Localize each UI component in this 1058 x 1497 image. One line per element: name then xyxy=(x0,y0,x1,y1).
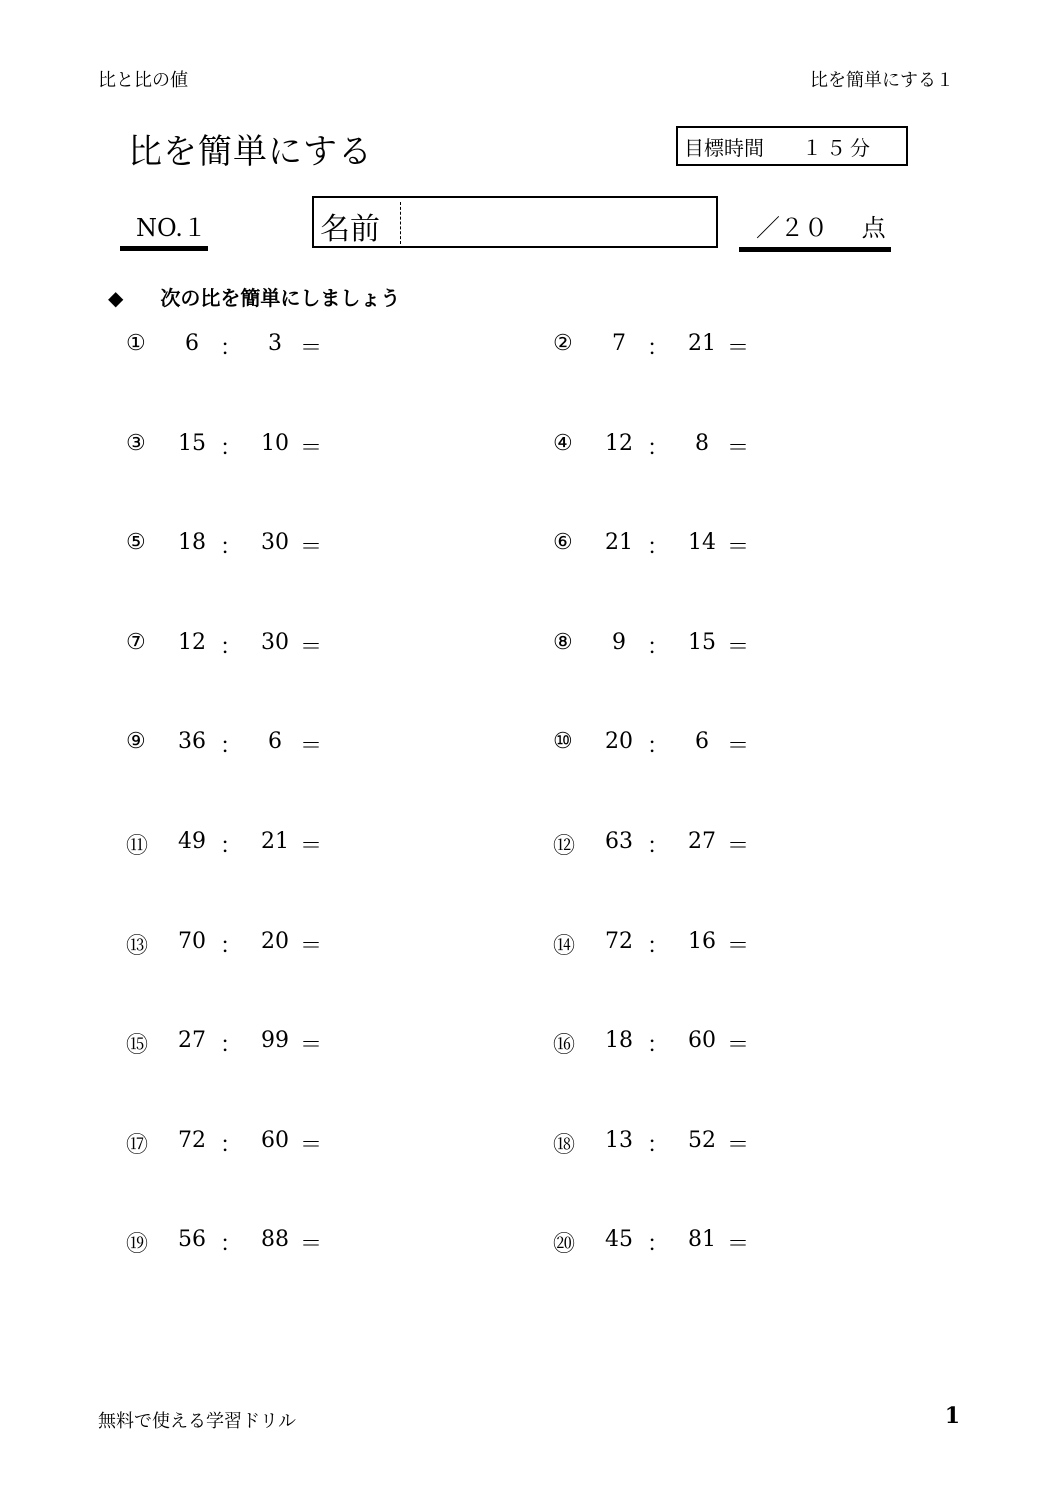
ratio-colon: ： xyxy=(647,1033,670,1059)
ratio-left-term: 49 xyxy=(178,829,206,854)
ratio-right-term: 60 xyxy=(688,1028,716,1054)
ratio-left-term: 70 xyxy=(178,928,206,954)
equals-sign: ＝ xyxy=(300,834,323,859)
header-category: 比と比の値 xyxy=(98,70,188,91)
ratio-right-term: 81 xyxy=(688,1227,716,1253)
ratio-right-term: 3 xyxy=(268,331,282,356)
ratio-left-term: 72 xyxy=(605,928,633,954)
ratio-left-term: 7 xyxy=(612,331,626,356)
ratio-right-term: 88 xyxy=(261,1227,289,1253)
ratio-right-term: 60 xyxy=(261,1127,289,1153)
problem-number: ⑳ xyxy=(553,1232,576,1258)
problem-number: ⑯ xyxy=(553,1033,576,1059)
instruction-text: 次の比を簡単にしましょう xyxy=(160,286,401,310)
ratio-colon: ： xyxy=(220,1232,243,1258)
ratio-left-term: 9 xyxy=(612,629,626,655)
ratio-colon: ： xyxy=(220,834,243,859)
ratio-right-term: 30 xyxy=(261,629,289,655)
sheet-number: NO.１ xyxy=(136,214,207,242)
equals-sign: ＝ xyxy=(727,634,750,660)
ratio-right-term: 99 xyxy=(261,1028,289,1054)
ratio-colon: ： xyxy=(647,1132,670,1158)
ratio-left-term: 12 xyxy=(605,430,633,456)
ratio-colon: ： xyxy=(220,1132,243,1158)
ratio-right-term: 30 xyxy=(261,530,289,556)
equals-sign: ＝ xyxy=(300,1132,323,1158)
page-title: 比を簡単にする xyxy=(128,132,373,172)
ratio-left-term: 18 xyxy=(178,530,206,556)
ratio-left-term: 56 xyxy=(178,1227,206,1253)
instruction xyxy=(108,282,400,311)
equals-sign: ＝ xyxy=(300,535,323,561)
ratio-colon: ： xyxy=(647,336,670,361)
score-total: ／２０ xyxy=(756,214,828,242)
ratio-left-term: 63 xyxy=(605,829,633,854)
footer-site-name: 無料で使える学習ドリル xyxy=(98,1411,296,1432)
equals-sign: ＝ xyxy=(300,734,323,760)
ratio-colon: ： xyxy=(220,435,243,461)
equals-sign: ＝ xyxy=(727,535,750,561)
equals-sign: ＝ xyxy=(727,1033,750,1059)
ratio-right-term: 52 xyxy=(688,1127,716,1153)
ratio-colon: ： xyxy=(220,933,243,959)
ratio-left-term: 6 xyxy=(185,331,199,356)
ratio-left-term: 36 xyxy=(178,729,206,755)
ratio-colon: ： xyxy=(220,634,243,660)
problem-number: ⑥ xyxy=(553,530,573,556)
ratio-colon: ： xyxy=(220,535,243,561)
problem-number: ⑱ xyxy=(553,1132,576,1158)
name-separator xyxy=(400,202,401,244)
ratio-right-term: 14 xyxy=(688,530,716,556)
equals-sign: ＝ xyxy=(300,933,323,959)
score-unit: 点 xyxy=(861,214,886,242)
equals-sign: ＝ xyxy=(300,634,323,660)
ratio-colon: ： xyxy=(220,336,243,361)
ratio-left-term: 21 xyxy=(605,530,633,556)
name-label: 名前 xyxy=(320,212,380,247)
ratio-left-term: 12 xyxy=(178,629,206,655)
equals-sign: ＝ xyxy=(300,435,323,461)
problem-number: ⑫ xyxy=(553,834,576,859)
problem-number: ② xyxy=(553,331,573,356)
problem-number: ⑩ xyxy=(553,729,573,755)
ratio-right-term: 20 xyxy=(261,928,289,954)
equals-sign: ＝ xyxy=(727,1232,750,1258)
ratio-left-term: 18 xyxy=(605,1028,633,1054)
ratio-left-term: 20 xyxy=(605,729,633,755)
equals-sign: ＝ xyxy=(727,435,750,461)
ratio-colon: ： xyxy=(220,1033,243,1059)
problem-number: ③ xyxy=(126,430,146,456)
ratio-right-term: 15 xyxy=(688,629,716,655)
equals-sign: ＝ xyxy=(727,734,750,760)
ratio-colon: ： xyxy=(647,1232,670,1258)
ratio-left-term: 15 xyxy=(178,430,206,456)
problem-number: ⑦ xyxy=(126,629,146,655)
equals-sign: ＝ xyxy=(300,1033,323,1059)
ratio-colon: ： xyxy=(647,535,670,561)
ratio-right-term: 8 xyxy=(695,430,709,456)
equals-sign: ＝ xyxy=(300,1232,323,1258)
sheet-number-underline xyxy=(120,246,208,251)
ratio-right-term: 16 xyxy=(688,928,716,954)
equals-sign: ＝ xyxy=(727,336,750,361)
problem-number: ⑪ xyxy=(126,834,149,859)
page-number: 1 xyxy=(944,1403,960,1429)
score-underline xyxy=(739,247,891,252)
ratio-left-term: 72 xyxy=(178,1127,206,1153)
ratio-left-term: 27 xyxy=(178,1028,206,1054)
diamond-bullet-icon: ◆ xyxy=(108,286,124,310)
name-field[interactable] xyxy=(312,196,718,248)
equals-sign: ＝ xyxy=(727,933,750,959)
target-time-label: 目標時間 xyxy=(684,135,764,160)
ratio-right-term: 10 xyxy=(261,430,289,456)
problem-number: ⑭ xyxy=(553,933,576,959)
header-sheet-title: 比を簡単にする１ xyxy=(810,70,954,91)
ratio-right-term: 21 xyxy=(688,331,716,356)
problem-number: ⑨ xyxy=(126,729,146,755)
equals-sign: ＝ xyxy=(300,336,323,361)
equals-sign: ＝ xyxy=(727,834,750,859)
target-time-value: １５分 xyxy=(802,135,874,160)
ratio-colon: ： xyxy=(647,834,670,859)
equals-sign: ＝ xyxy=(727,1132,750,1158)
problem-number: ⑬ xyxy=(126,933,149,959)
ratio-left-term: 45 xyxy=(605,1227,633,1253)
ratio-colon: ： xyxy=(647,933,670,959)
ratio-right-term: 6 xyxy=(695,729,709,755)
score-area xyxy=(756,208,886,243)
problem-number: ⑤ xyxy=(126,530,146,556)
problem-number: ① xyxy=(126,331,146,356)
ratio-left-term: 13 xyxy=(605,1127,633,1153)
ratio-colon: ： xyxy=(220,734,243,760)
problem-number: ④ xyxy=(553,430,573,456)
target-time-box xyxy=(676,126,908,166)
problem-number: ⑮ xyxy=(126,1033,149,1059)
problem-number: ⑧ xyxy=(553,629,573,655)
ratio-right-term: 21 xyxy=(261,829,289,854)
ratio-right-term: 27 xyxy=(688,829,716,854)
problem-number: ⑰ xyxy=(126,1132,149,1158)
ratio-colon: ： xyxy=(647,435,670,461)
ratio-right-term: 6 xyxy=(268,729,282,755)
ratio-colon: ： xyxy=(647,634,670,660)
ratio-colon: ： xyxy=(647,734,670,760)
problem-number: ⑲ xyxy=(126,1232,149,1258)
